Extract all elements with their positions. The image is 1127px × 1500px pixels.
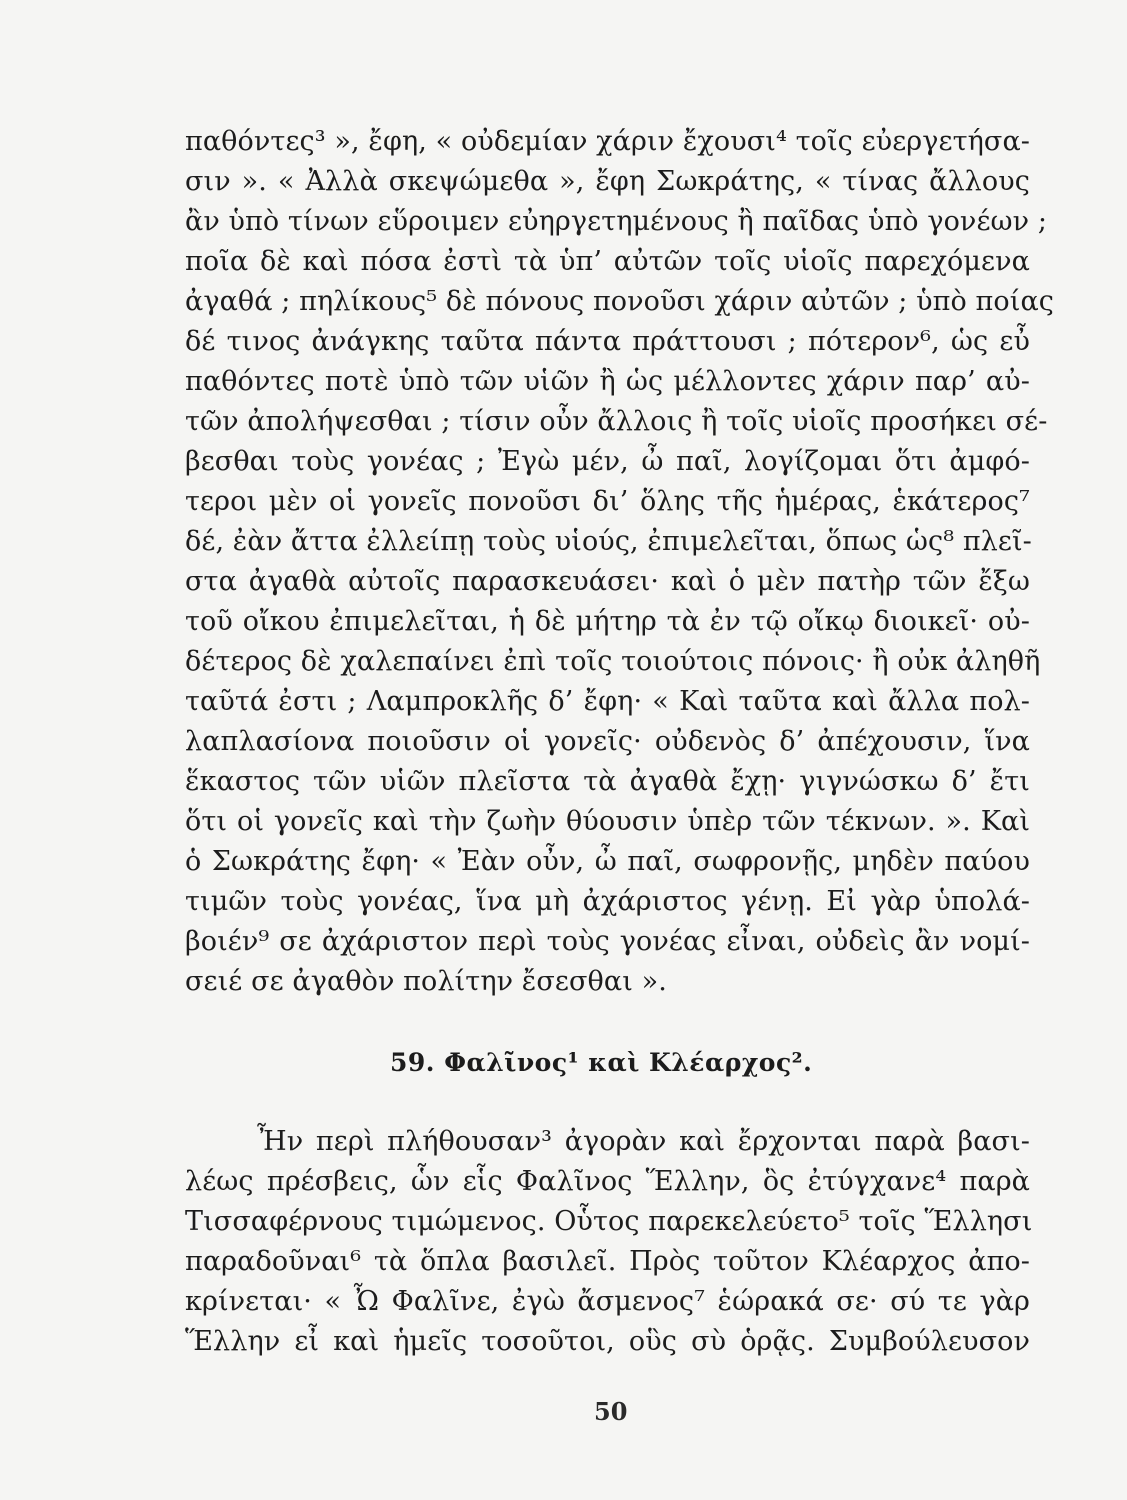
text-line: Τισσαφέρνους τιμώμενος. Οὗτος παρεκελεύετο⁵ τοῖς Ἕλλησι bbox=[185, 1206, 1033, 1237]
text-line: βεσθαι τοὺς γονέας ; Ἐγὼ μέν, ὦ παῖ, λογίζομαι ὅτι ἀμφό- bbox=[185, 446, 1030, 477]
text-line: σειέ σε ἀγαθὸν πολίτην ἔσεσθαι ». bbox=[185, 966, 667, 997]
text-line: δέ, ἐὰν ἄττα ἐλλείπῃ τοὺς υἱούς, ἐπιμελεῖται, ὅπως ὡς⁸ πλεῖ- bbox=[185, 526, 1032, 557]
text-line: ἂν ὑπὸ τίνων εὕροιμεν εὐηργετημένους ἢ παῖδας ὑπὸ γονέων ; bbox=[185, 206, 1048, 237]
text-line: τῶν ἀπολήψεσθαι ; τίσιν οὖν ἄλλοις ἢ τοῖς υἱοῖς προσήκει σέ- bbox=[185, 406, 1048, 437]
text-line: βοιέν⁹ σε ἀχάριστον περὶ τοὺς γονέας εἶναι, οὐδεὶς ἂν νομί- bbox=[185, 926, 1030, 957]
text-line: τιμῶν τοὺς γονέας, ἵνα μὴ ἀχάριστος γένῃ. Εἰ γὰρ ὑπολά- bbox=[185, 886, 1030, 917]
text-line: ὅτι οἱ γονεῖς καὶ τὴν ζωὴν θύουσιν ὑπὲρ τῶν τέκνων. ». Καὶ bbox=[185, 806, 1030, 837]
text-line: δέτερος δὲ χαλεπαίνει ἐπὶ τοῖς τοιούτοις πόνοις· ἢ οὐκ ἀληθῆ bbox=[185, 646, 1041, 677]
page-number: 50 bbox=[594, 1397, 628, 1426]
text-line: τοῦ οἴκου ἐπιμελεῖται, ἡ δὲ μήτηρ τὰ ἐν τῷ οἴκῳ διοικεῖ· οὐ- bbox=[185, 606, 1030, 637]
text-line: τεροι μὲν οἱ γονεῖς πονοῦσι δι’ ὅλης τῆς ἡμέρας, ἑκάτερος⁷ bbox=[185, 486, 1030, 517]
text-line: δέ τινος ἀνάγκης ταῦτα πάντα πράττουσι ; πότερον⁶, ὡς εὖ bbox=[185, 326, 1030, 357]
text-line: ταῦτά ἐστι ; Λαμπροκλῆς δ’ ἔφη· « Καὶ ταῦτα καὶ ἄλλα πολ- bbox=[185, 686, 1030, 717]
text-line: Ἦν περὶ πλήθουσαν³ ἀγορὰν καὶ ἔρχονται παρὰ βασι- bbox=[257, 1126, 1030, 1157]
text-line: παραδοῦναι⁶ τὰ ὅπλα βασιλεῖ. Πρὸς τοῦτον Κλέαρχος ἀπο- bbox=[185, 1246, 1030, 1277]
text-line: στα ἀγαθὰ αὐτοῖς παρασκευάσει· καὶ ὁ μὲν πατὴρ τῶν ἔξω bbox=[185, 566, 1030, 597]
text-line: ἀγαθά ; πηλίκους⁵ δὲ πόνους πονοῦσι χάριν αὐτῶν ; ὑπὸ ποίας bbox=[185, 286, 1055, 317]
text-line: λαπλασίονα ποιοῦσιν οἱ γονεῖς· οὐδενὸς δ’ ἀπέχουσιν, ἵνα bbox=[185, 726, 1030, 757]
text-line: ὁ Σωκράτης ἔφη· « Ἐὰν οὖν, ὦ παῖ, σωφρονῇς, μηδὲν παύου bbox=[185, 846, 1030, 877]
text-line: παθόντες ποτὲ ὑπὸ τῶν υἱῶν ἢ ὡς μέλλοντες χάριν παρ’ αὐ- bbox=[185, 366, 1030, 397]
text-line: σιν ». « Ἀλλὰ σκεψώμεθα », ἔφη Σωκράτης, « τίνας ἄλλους bbox=[185, 166, 1030, 197]
text-line: ποῖα δὲ καὶ πόσα ἐστὶ τὰ ὑπ’ αὐτῶν τοῖς υἱοῖς παρεχόμενα bbox=[185, 246, 1030, 277]
text-line: κρίνεται· « Ὦ Φαλῖνε, ἐγὼ ἄσμενος⁷ ἑώρακά σε· σύ τε γὰρ bbox=[185, 1286, 1030, 1317]
text-line: λέως πρέσβεις, ὧν εἷς Φαλῖνος Ἕλλην, ὃς ἐτύγχανε⁴ παρὰ bbox=[185, 1166, 1030, 1197]
text-line: παθόντες³ », ἔφη, « οὐδεμίαν χάριν ἔχουσι⁴ τοῖς εὐεργετήσα- bbox=[185, 126, 1030, 157]
text-line: ἕκαστος τῶν υἱῶν πλεῖστα τὰ ἀγαθὰ ἔχῃ· γιγνώσκω δ’ ἔτι bbox=[185, 766, 1030, 797]
section-heading: 59. Φαλῖνος¹ καὶ Κλέαρχος². bbox=[390, 1048, 813, 1077]
text-line: Ἕλλην εἶ καὶ ἡμεῖς τοσοῦτοι, οὓς σὺ ὁρᾷς. Συμβούλευσον bbox=[185, 1326, 1030, 1357]
